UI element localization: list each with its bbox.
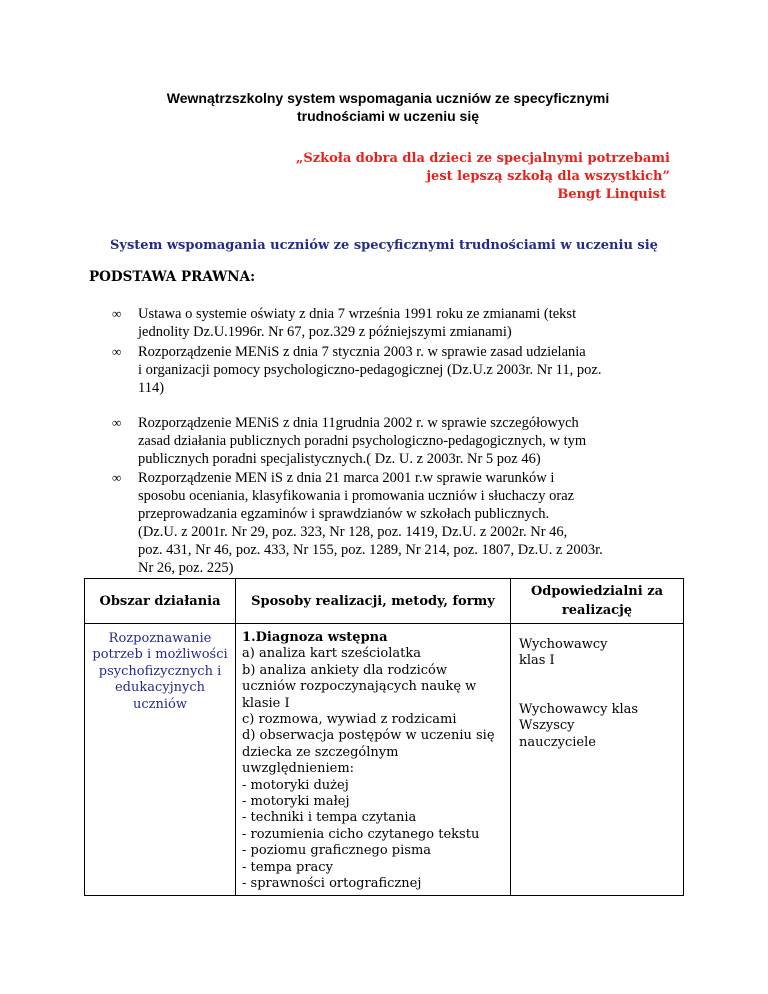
list-item-line: jednolity Dz.U.1996r. Nr 67, poz.329 z późniejszymi zmianami) xyxy=(138,324,512,340)
methods-line: b) analiza ankiety dla rodziców xyxy=(242,662,447,678)
infinity-bullet-icon: ∞ xyxy=(112,415,122,430)
responsible-cell xyxy=(510,624,683,896)
methods-line: klasie I xyxy=(242,695,290,711)
header-responsible-line-2: realizację xyxy=(561,603,633,618)
list-item-line: zasad działania publicznych poradni psychologiczno-pedagogicznych, w tym xyxy=(138,433,587,449)
list-item-line: Rozporządzenie MENiS z dnia 11grudnia 2002 r. w sprawie szczegółowych xyxy=(138,415,579,431)
header-area-label: Obszar działania xyxy=(99,593,221,609)
list-item-line: (Dz.U. z 2001r. Nr 29, poz. 323, Nr 128, poz. 1419, Dz.U. z 2002r. Nr 46, xyxy=(138,524,568,540)
list-item-line: i organizacji pomocy psychologiczno-pedagogicznej (Dz.U.z 2003r. Nr 11, poz. xyxy=(138,362,602,378)
area-line: edukacyjnych xyxy=(114,680,206,696)
methods-line: - motoryki dużej xyxy=(242,777,349,793)
motto-quote xyxy=(210,150,670,204)
list-item-line: Nr 26, poz. 225) xyxy=(138,560,234,576)
list-item-line: Ustawa o systemie oświaty z dnia 7 września 1991 roku ze zmianami (tekst xyxy=(138,306,577,322)
area-line: potrzeb i możliwości xyxy=(92,647,228,663)
table-row xyxy=(85,624,684,896)
legal-basis-heading: PODSTAWA PRAWNA: xyxy=(89,269,256,285)
area-line: psychofizycznych i xyxy=(98,663,222,679)
methods-line: - motoryki małej xyxy=(242,794,350,810)
header-area xyxy=(85,579,236,624)
methods-line: d) obserwacja postępów w uczeniu się xyxy=(242,728,495,744)
list-item-line: poz. 431, Nr 46, poz. 433, Nr 155, poz. 1289, Nr 214, poz. 1807, Dz.U. z 2003r. xyxy=(138,542,603,558)
header-methods-label: Sposoby realizacji, metody, formy xyxy=(251,593,495,609)
methods-cell xyxy=(236,624,511,896)
document-title-line-1: Wewnątrzszkolny system wspomagania uczniów ze specyficznymi xyxy=(166,90,610,106)
methods-line: - poziomu graficznego pisma xyxy=(242,843,432,859)
infinity-bullet-icon: ∞ xyxy=(112,470,122,485)
area-line: Rozpoznawanie xyxy=(108,631,212,646)
list-item-line: sposobu oceniania, klasyfikowania i promowania uczniów i słuchaczy oraz xyxy=(138,488,575,504)
methods-line: - sprawności ortograficznej xyxy=(242,876,422,892)
list-item-line: publicznych poradni specjalistycznych.( Dz. U. z 2003r. Nr 5 poz 46) xyxy=(138,451,541,467)
spacer xyxy=(519,670,683,702)
infinity-bullet-icon: ∞ xyxy=(112,306,122,321)
responsible-line: Wszyscy xyxy=(518,718,575,734)
infinity-bullet-icon: ∞ xyxy=(112,344,122,359)
methods-line: dziecka ze szczególnym xyxy=(242,744,399,760)
document-title-line-2: trudnościami w uczeniu się xyxy=(296,108,480,124)
area-cell xyxy=(85,624,236,896)
list-item-line: przeprowadzania egzaminów i sprawdzianów w szkołach publicznych. xyxy=(138,506,550,522)
list-item-line: Rozporządzenie MEN iS z dnia 21 marca 2001 r.w sprawie warunków i xyxy=(138,470,555,486)
methods-line: uczniów rozpoczynających naukę w xyxy=(242,679,477,695)
system-subtitle: System wspomagania uczniów ze specyficznymi trudnościami w uczeniu się xyxy=(110,238,658,253)
methods-line: - rozumienia cicho czytanego tekstu xyxy=(242,826,480,842)
header-responsible-line-1: Odpowiedzialni za xyxy=(530,584,664,599)
responsible-line: Wychowawcy klas xyxy=(518,701,639,717)
support-plan-table xyxy=(84,578,684,896)
document-title xyxy=(100,89,676,125)
methods-line: - techniki i tempa czytania xyxy=(242,810,417,826)
header-responsible xyxy=(510,579,683,624)
list-item-line: 114) xyxy=(138,380,165,396)
methods-line: a) analiza kart sześciolatka xyxy=(242,646,422,662)
header-methods xyxy=(236,579,511,624)
quote-author: Bengt Linquist xyxy=(557,187,666,202)
responsible-line: nauczyciele xyxy=(518,734,596,750)
responsible-line: Wychowawcy xyxy=(518,637,608,652)
quote-line-2: jest lepszą szkołą dla wszystkich” xyxy=(426,169,670,184)
responsible-line: klas I xyxy=(518,653,555,669)
quote-line-1: „Szkoła dobra dla dzieci ze specjalnymi potrzebami xyxy=(295,151,670,166)
list-item-line: Rozporządzenie MENiS z dnia 7 stycznia 2003 r. w sprawie zasad udzielania xyxy=(138,344,586,360)
methods-heading: 1.Diagnoza wstępna xyxy=(242,630,388,645)
methods-line: uwzględnieniem: xyxy=(242,761,355,777)
methods-line: - tempa pracy xyxy=(242,859,333,875)
area-line: uczniów xyxy=(133,696,188,712)
methods-line: c) rozmowa, wywiad z rodzicami xyxy=(242,712,457,728)
table-header-row xyxy=(85,579,684,624)
